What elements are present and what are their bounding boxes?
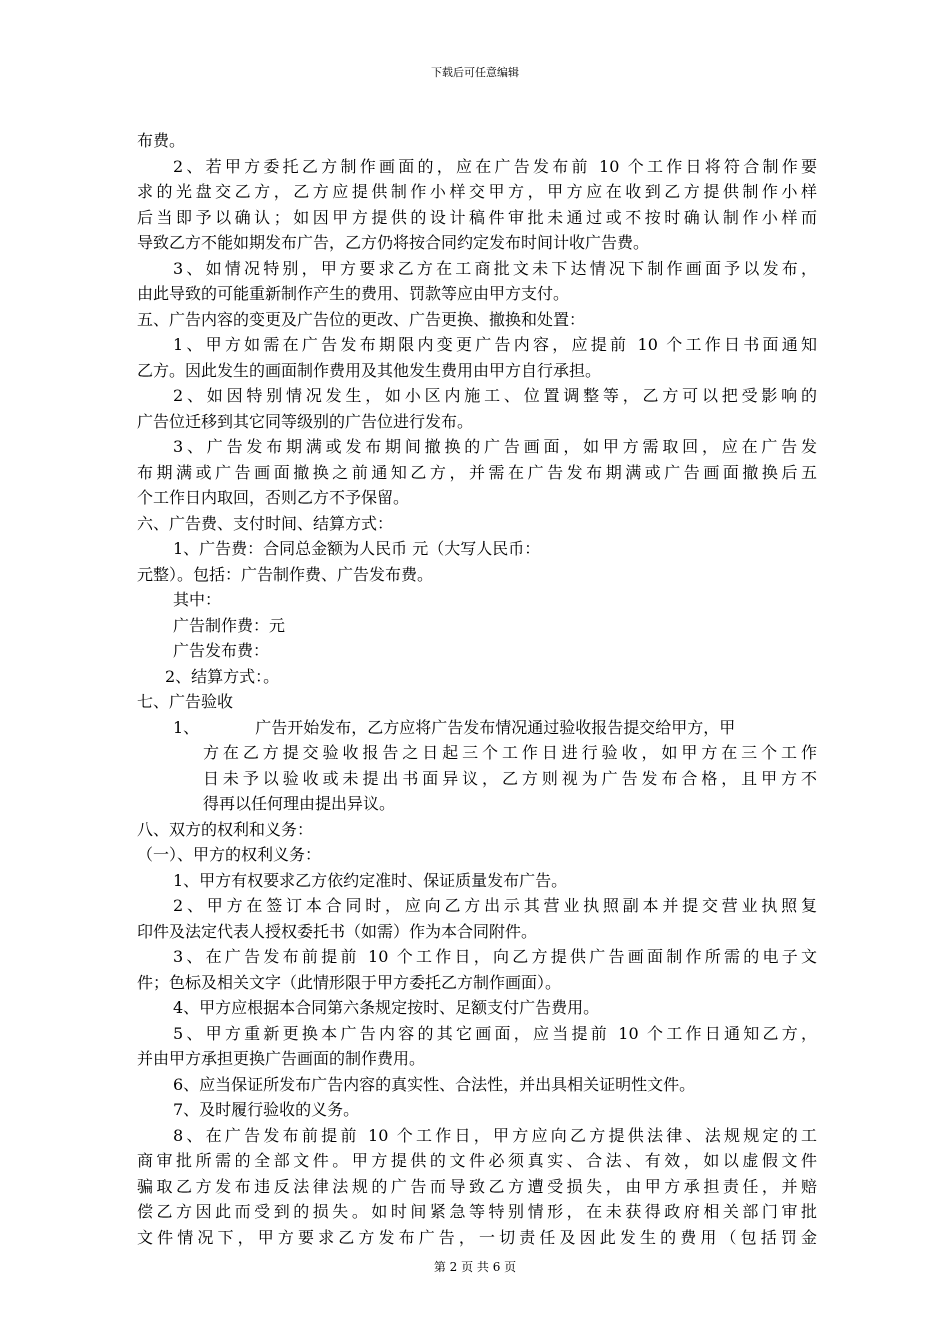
page-header: 下载后可任意编辑 — [431, 66, 519, 79]
text-line: 个工作日内取回，否则乙方不予保留。 — [137, 488, 410, 507]
text-line: 由此导致的可能重新制作产生的费用、罚款等应由甲方支付。 — [137, 284, 570, 303]
text-line: 布费。 — [137, 131, 186, 150]
text-line: 偿乙方因此而受到的损失。如时间紧急等特别情形，在未获得政府相关部门审批 — [137, 1202, 817, 1221]
text-line: 导致乙方不能如期发布广告，乙方仍将按合同约定发布时间计收广告费。 — [137, 233, 650, 252]
text-line: 8、在广告发布前提前 10 个工作日，甲方应向乙方提供法律、法规规定的工 — [173, 1125, 817, 1145]
text-line: 2、若甲方委托乙方制作画面的，应在广告发布前 10 个工作日将符合制作要 — [173, 156, 817, 176]
numbered-item — [137, 715, 817, 741]
text-line: 元整）。包括：广告制作费、广告发布费。 — [137, 564, 434, 584]
text-line: 广告发布费： — [173, 641, 270, 660]
text-line: 4、甲方应根据本合同第六条规定按时、足额支付广告费用。 — [173, 998, 600, 1017]
document-body — [137, 128, 817, 1250]
text-line: 布期满或广告画面撤换之前通知乙方，并需在广告发布期满或广告画面撤换后五 — [137, 462, 817, 482]
text-line: 2、甲方在签订本合同时，应向乙方出示其营业执照副本并提交营业执照复 — [173, 896, 817, 915]
page-footer: 第 2 页 共 6 页 — [433, 1260, 517, 1274]
text-line: 广告位迁移到其它同等级别的广告位进行发布。 — [137, 411, 474, 431]
section-heading: 七、广告验收 — [137, 692, 234, 711]
text-line: 并由甲方承担更换广告画面的制作费用。 — [137, 1049, 426, 1068]
text-line: 方在乙方提交验收报告之日起三个工作日进行验收，如甲方在三个工作 — [203, 743, 817, 762]
text-line: 骗取乙方发布违反法律法规的广告而导致乙方遭受损失，由甲方承担责任，并赔 — [137, 1176, 817, 1196]
text-line: 日未予以验收或未提出书面异议，乙方则视为广告发布合格，且甲方不 — [203, 768, 817, 788]
section-heading: 五、广告内容的变更及广告位的更改、广告更换、撤换和处置： — [137, 309, 586, 329]
text-line: 求的光盘交乙方，乙方应提供制作小样交甲方，甲方应在收到乙方提供制作小样 — [137, 182, 817, 201]
text-line: 5、甲方重新更换本广告内容的其它画面，应当提前 10 个工作日通知乙方， — [173, 1023, 817, 1043]
item-text: 广告开始发布，乙方应将广告发布情况通过验收报告提交给甲方，甲 — [255, 717, 736, 737]
text-line: 3、如情况特别，甲方要求乙方在工商批文未下达情况下制作画面予以发布， — [173, 258, 817, 278]
text-line: 印件及法定代表人授权委托书（如需）作为本合同附件。 — [137, 921, 538, 941]
item-number: 1、 — [173, 717, 200, 737]
section-heading: 八、双方的权利和义务： — [137, 819, 314, 839]
text-line: 6、应当保证所发布广告内容的真实性、合法性，并出具相关证明性文件。 — [173, 1074, 696, 1094]
text-line: 商审批所需的全部文件。甲方提供的文件必须真实、合法、有效，如以虚假文件 — [137, 1151, 817, 1170]
section-heading: 六、广告费、支付时间、结算方式： — [137, 513, 394, 533]
text-line: 广告制作费：元 — [173, 615, 286, 635]
text-line: 1、广告费：合同总金额为人民币 元（大写人民币： — [173, 539, 541, 558]
text-line: 3、广告发布期满或发布期间撤换的广告画面，如甲方需取回，应在广告发 — [173, 437, 817, 456]
text-line: 得再以任何理由提出异议。 — [203, 794, 396, 813]
text-line: 3、在广告发布前提前 10 个工作日，向乙方提供广告画面制作所需的电子文 — [173, 947, 817, 966]
text-line: 1、甲方如需在广告发布期限内变更广告内容，应提前 10 个工作日书面通知 — [173, 335, 817, 354]
text-line: 7、及时履行验收的义务。 — [173, 1100, 360, 1119]
text-line: 文件情况下，甲方要求乙方发布广告，一切责任及因此发生的费用（包括罚金 — [137, 1227, 817, 1247]
subsection-heading: （一）、甲方的权利义务： — [137, 845, 322, 864]
text-line: 件；色标及相关文字（此情形限于甲方委托乙方制作画面）。 — [137, 972, 562, 992]
text-line: 后当即予以确认；如因甲方提供的设计稿件审批未通过或不按时确认制作小样而 — [137, 207, 817, 227]
text-line: 其中： — [173, 590, 222, 609]
text-line: 乙方。因此发生的画面制作费用及其他发生费用由甲方自行承担。 — [137, 360, 602, 380]
text-line: 1、甲方有权要求乙方依约定准时、保证质量发布广告。 — [173, 870, 568, 890]
text-line: 2、结算方式：。 — [165, 666, 280, 686]
text-line: 2、如因特别情况发生，如小区内施工、位置调整等，乙方可以把受影响的 — [173, 386, 817, 405]
